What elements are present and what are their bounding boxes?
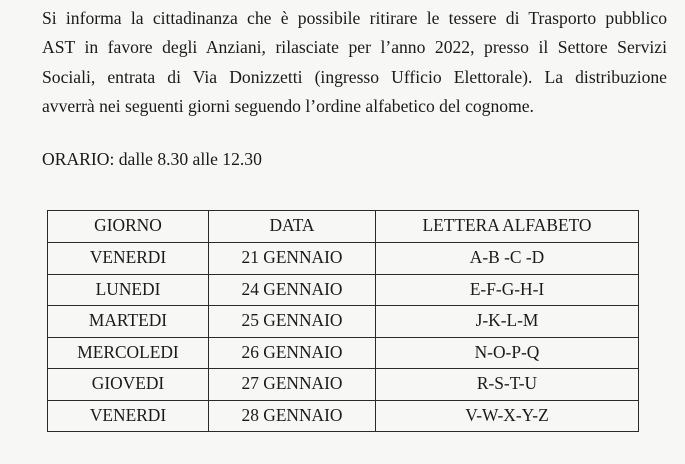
notice-paragraph (42, 4, 667, 121)
cell-letters: E-F-G-H-I (376, 274, 639, 306)
notice-line: Sociali, entrata di Via Donizzetti (ingresso Ufficio Elettorale). La distribuzione (42, 66, 667, 87)
cell-date: 26 GENNAIO (209, 337, 376, 369)
notice-line: avverrà nei seguenti giorni seguendo l’ordine alfabetico del cognome. (42, 95, 534, 116)
table-row (48, 274, 639, 306)
cell-day: LUNEDI (48, 274, 209, 306)
notice-line: AST in favore degli Anziani, rilasciate per l’anno 2022, presso il Settore Servizi (42, 37, 667, 58)
table-row (48, 400, 639, 432)
notice-line: Si informa la cittadinanza che è possibile ritirare le tessere di Trasporto pubblico (42, 8, 667, 28)
distribution-schedule-table (47, 210, 639, 432)
column-header-date: DATA (209, 211, 376, 243)
table-row (48, 337, 639, 369)
opening-hours: ORARIO: dalle 8.30 alle 12.30 (42, 149, 262, 169)
cell-day: VENERDI (48, 243, 209, 275)
cell-day: VENERDI (48, 400, 209, 432)
cell-date: 21 GENNAIO (209, 243, 376, 275)
cell-date: 24 GENNAIO (209, 274, 376, 306)
cell-date: 27 GENNAIO (209, 369, 376, 401)
table-header-row (48, 211, 639, 243)
cell-date: 28 GENNAIO (209, 400, 376, 432)
cell-date: 25 GENNAIO (209, 306, 376, 338)
column-header-day: GIORNO (48, 211, 209, 243)
cell-day: MARTEDI (48, 306, 209, 338)
column-header-letters: LETTERA ALFABETO (376, 211, 639, 243)
table-row (48, 243, 639, 275)
cell-day: MERCOLEDI (48, 337, 209, 369)
cell-letters: R-S-T-U (376, 369, 639, 401)
cell-letters: N-O-P-Q (376, 337, 639, 369)
cell-letters: A-B -C -D (376, 243, 639, 275)
cell-letters: V-W-X-Y-Z (376, 400, 639, 432)
cell-day: GIOVEDI (48, 369, 209, 401)
table-row (48, 306, 639, 338)
table-row (48, 369, 639, 401)
cell-letters: J-K-L-M (376, 306, 639, 338)
